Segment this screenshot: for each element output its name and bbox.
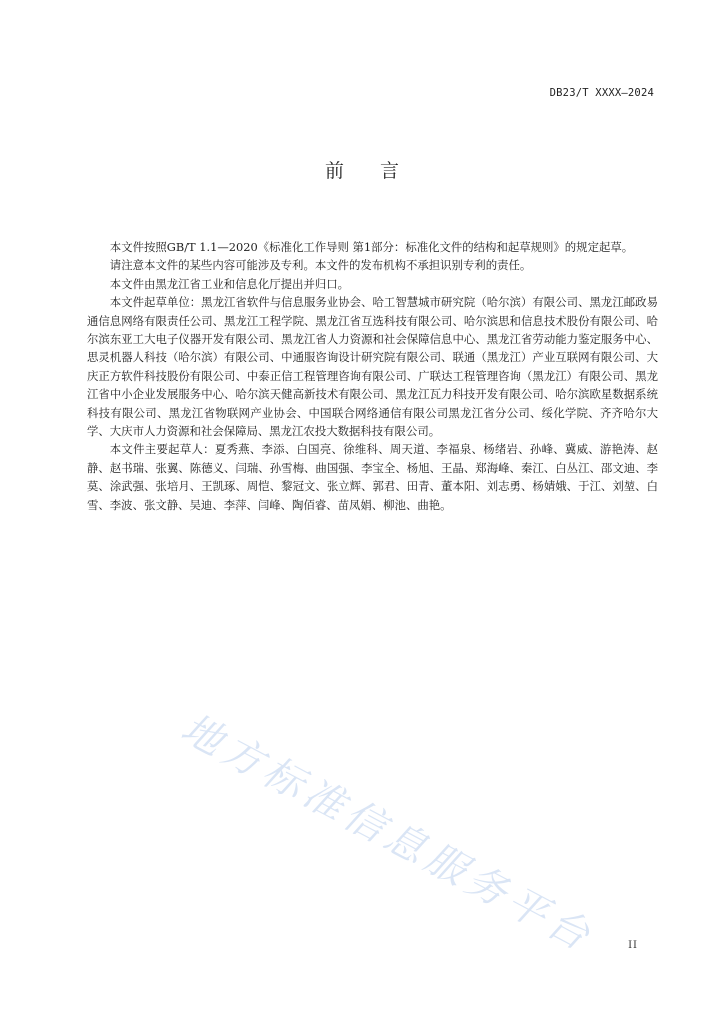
watermark: 地方标准信息服务平台 xyxy=(173,705,602,962)
foreword-body xyxy=(87,238,658,514)
patent-notice-paragraph: 请注意本文件的某些内容可能涉及专利。本文件的发布机构不承担识别专利的责任。 xyxy=(109,258,532,273)
page-number: II xyxy=(628,940,638,951)
page-title: 前言 xyxy=(324,160,435,182)
drafting-units-paragraph: 本文件起草单位：黑龙江省软件与信息服务业协会、哈工智慧城市研究院（哈尔滨）有限公司、黑龙江邮政易通信息网络有限责任公司、黑龙江工程学院、黑龙江省互选科技有限公司、哈尔滨思和信息技术股份有限公司、哈尔滨东亚工大电子仪器开发有限公司、黑龙江省人力资源和社会保障信息中心、黑龙江省劳动能力鉴定服务中心、思灵机器人科技（哈尔滨）有限公司、中通服咨询设计研究院有限公司、联通（黑龙江）产业互联网有限公司、大庆正方软件科技股份有限公司、中泰正信工程管理咨询有限公司、广联达工程管理咨询（黑龙江）有限公司、黑龙江省中小企业发展服务中心、哈尔滨天健高新技术有限公司、黑龙江瓦力科技开发有限公司、哈尔滨欧星数据系统科技有限公司、黑龙江省物联网产业协会、中国联合网络通信有限公司黑龙江省分公司、绥化学院、齐齐哈尔大学、大庆市人力资源和社会保障局、黑龙江农投大数据科技有限公司。 xyxy=(87,295,658,439)
drafters-paragraph: 本文件主要起草人：夏秀燕、李添、白国亮、徐维科、周天道、李福泉、杨绪岩、孙峰、冀威、游艳涛、赵静、赵书瑞、张翼、陈德义、闫瑞、孙雪梅、曲国强、李宝全、杨旭、王晶、郑海峰、秦江、白丛江、邵文迪、李莫、涂武强、张培月、王凯琢、周恺、黎冠文、张立辉、郭君、田青、董本阳、刘志勇、杨婧娥、于江、刘堃、白雪、李波、张文静、吴迪、李萍、闫峰、陶佰睿、苗凤娟、柳池、曲艳。 xyxy=(87,442,658,512)
drafting-rule-paragraph: 本文件按照GB/T 1.1—2020《标准化工作导则 第1部分：标准化文件的结构和起草规则》的规定起草。 xyxy=(109,240,634,254)
document-code: DB23/T XXXX—2024 xyxy=(549,87,654,99)
proposer-paragraph: 本文件由黑龙江省工业和信息化厅提出并归口。 xyxy=(109,276,350,291)
